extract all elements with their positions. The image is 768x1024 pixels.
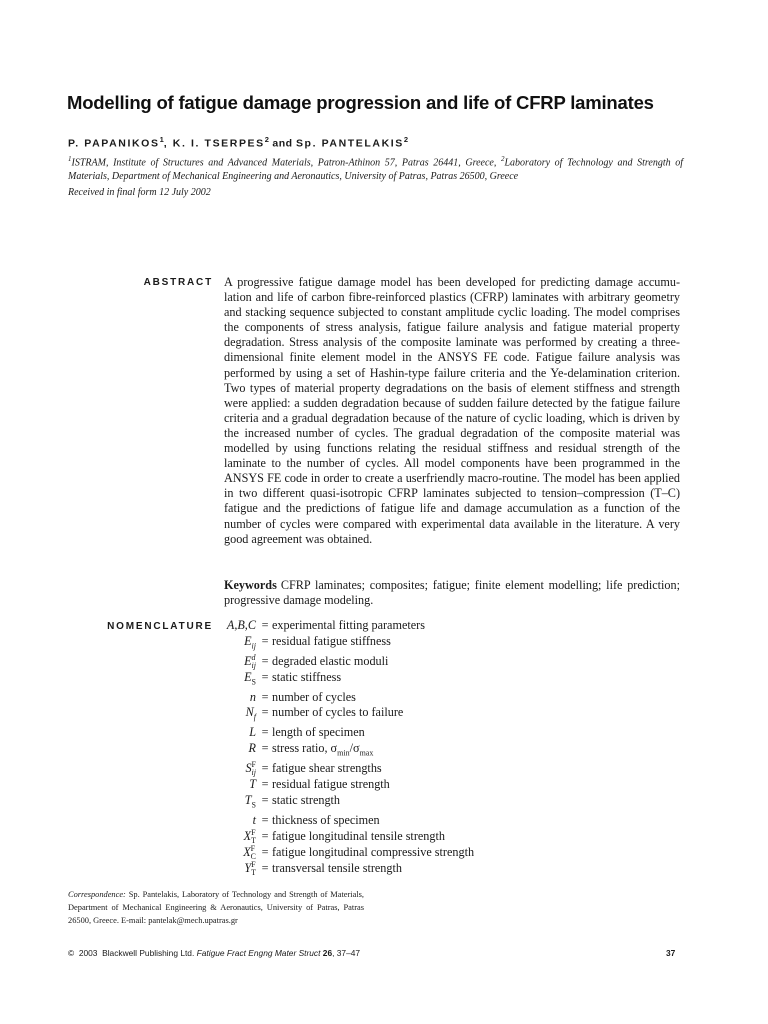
nomenclature-item (200, 845, 474, 861)
author-list (68, 135, 408, 150)
nomenclature-definition: fatigue longitudinal tensile strength (272, 828, 445, 843)
nomenclature-definition: number of cycles to failure (272, 705, 404, 720)
equals-sign: = (261, 705, 269, 720)
nomenclature-list (200, 618, 474, 877)
equals-sign: = (261, 653, 269, 668)
nomenclature-symbol: S F ij (245, 760, 256, 778)
correspondence-label: Correspondence: (68, 890, 126, 899)
nomenclature-symbol: L (249, 725, 256, 740)
nomenclature-item (200, 618, 474, 634)
author-and: and (268, 137, 296, 150)
equals-sign: = (261, 844, 269, 859)
equals-sign: = (261, 689, 269, 704)
nomenclature-symbol: T (249, 777, 256, 792)
nomenclature-item (200, 861, 474, 877)
nomenclature-label: NOMENCLATURE (107, 621, 213, 632)
journal-name: Fatigue Fract Engng Mater Struct (196, 948, 321, 958)
affiliation-mark: 2 (500, 155, 505, 163)
equals-sign: = (261, 860, 269, 875)
nomenclature-item (200, 634, 474, 654)
keywords-label: Keywords (224, 578, 277, 592)
nomenclature-symbol: X F T (243, 827, 256, 845)
journal-pages: , 37–47 (332, 948, 361, 958)
nomenclature-symbol: $E_{ij}$ (244, 633, 256, 651)
nomenclature-item (200, 654, 474, 670)
author-name: K. I. TSERPES (172, 137, 265, 150)
nomenclature-definition: thickness of specimen (272, 812, 380, 827)
paper-title: Modelling of fatigue damage progression and life of CFRP laminates (67, 92, 654, 113)
nomenclature-definition: experimental fitting parameters (272, 618, 425, 632)
keywords-text: CFRP laminates; composites; fatigue; finite element modelling; life prediction; progressive damage modeling. (224, 578, 680, 608)
abstract-text: A progressive fatigue damage model has been developed for predicting damage accumulation and life of carbon fibre-reinforced plastics (CFRP) laminates with arbitrary geometry and stacking sequence subjected to constant amplitude cyclic loading. The model comprises the components of stress analysis, fatigue failure analysis and fatigue material property degradation. Stress analysis of the composite laminate was performed by creating a three-dimensional finite element model in the ANSYS FE code. Fatigue failure analysis was performed by using a set of Hashin-type failure criteria and the Ye-delamination criterion. Two types of material property degradations on the basis of element stiffness and strength were applied: a sudden degradation because of sudden failure detected by the fatigue failure criteria and a gradual degradation because of the nature of cyclic loading, which is driven by the increased number of cycles. The gradual degradation of the composite material was modelled by using functions relating the residual stiffness and residual strength of the laminate to the number of cycles. All model components have been programmed in the ANSYS FE code in order to create a userfriendly macro-routine. The model has been applied in two different quasi-isotropic CFRP laminates subjected to tension–compression (T–C) fatigue and the predictions of fatigue life and damage accumulation as a function of the number of cycles were compared with experimental data available in the literature. A very good agreement was obtained. (224, 275, 680, 546)
received-date: Received in final form 12 July 2002 (68, 187, 211, 198)
nomenclature-symbol: A,B,C (226, 618, 256, 632)
keywords (224, 578, 680, 608)
author-name: Sp. PANTELAKIS (295, 137, 404, 150)
equals-sign: = (261, 633, 269, 648)
correspondence-note (68, 888, 364, 927)
nomenclature-definition: fatigue longitudinal compressive strength (272, 844, 475, 859)
equals-sign: = (261, 792, 269, 807)
nomenclature-definition: static strength (272, 792, 341, 807)
nomenclature-item (200, 761, 474, 777)
nomenclature-definition: number of cycles (272, 689, 356, 704)
nomenclature-symbol: n (249, 689, 256, 704)
footer-citation (68, 948, 360, 958)
nomenclature-symbol: E d ij (244, 652, 256, 670)
author-separator: , (163, 137, 173, 150)
nomenclature-definition: fatigue shear strengths (272, 761, 382, 776)
nomenclature-symbol: $N_f$ (245, 705, 256, 722)
nomenclature-item (200, 741, 474, 761)
author-name: P. PAPANIKOS (68, 137, 160, 150)
nomenclature-item (200, 705, 474, 725)
nomenclature-definition: degraded elastic moduli (272, 653, 389, 668)
author-affiliation-mark: 1 (159, 135, 164, 144)
journal-volume: 26 (322, 948, 333, 958)
nomenclature-definition: transversal tensile strength (272, 860, 402, 875)
nomenclature-item (200, 690, 474, 706)
equals-sign: = (261, 669, 269, 684)
nomenclature-item (200, 829, 474, 845)
affiliation-text: ISTRAM, Institute of Structures and Advanced Materials, Patron-Athinon 57, Patras 26441, Greece, (71, 157, 501, 169)
nomenclature-definition: length of specimen (272, 725, 365, 740)
nomenclature-item (200, 670, 474, 690)
correspondence-text: Sp. Pantelakis, Laboratory of Technology and Strength of Materials, Department of Mechanical Engineering & Aeronautics, University of Patras, Patras 26500, Greece. E-mail: pantelak@mech.upatras.gr (68, 890, 365, 925)
affiliation-text: Laboratory of Technology and Strength of Materials, Department of Mechanical Engineering and Aeronautics, University of Patras, Patras 26500, Greece (68, 157, 683, 183)
equals-sign: = (261, 812, 269, 827)
nomenclature-symbol: Y F T (244, 860, 256, 878)
nomenclature-definition: stress ratio, $\sigma_{min}/\sigma_{max}$ (272, 741, 374, 758)
nomenclature-symbol: t (252, 812, 256, 827)
author-affiliation-mark: 2 (403, 135, 409, 144)
author-affiliation-mark: 2 (264, 135, 269, 144)
equals-sign: = (261, 618, 269, 632)
equals-sign: = (261, 761, 269, 776)
abstract-label: ABSTRACT (143, 277, 213, 288)
affiliations (68, 152, 683, 184)
equals-sign: = (261, 725, 269, 740)
copyright: © 2003 Blackwell Publishing Ltd. (68, 948, 195, 958)
nomenclature-definition: residual fatigue strength (272, 777, 390, 792)
nomenclature-definition: static stiffness (272, 669, 342, 684)
equals-sign: = (261, 828, 269, 843)
nomenclature-symbol: R (248, 741, 256, 756)
nomenclature-item (200, 793, 474, 813)
nomenclature-symbol: $E_S$ (244, 669, 256, 687)
nomenclature-item (200, 777, 474, 793)
nomenclature-item (200, 813, 474, 829)
nomenclature-symbol: X F C (243, 843, 256, 861)
nomenclature-item (200, 725, 474, 741)
affiliation-mark: 1 (68, 155, 72, 163)
nomenclature-symbol: $T_S$ (244, 792, 256, 810)
equals-sign: = (261, 741, 269, 756)
equals-sign: = (261, 777, 269, 792)
nomenclature-definition: residual fatigue stiffness (272, 633, 391, 648)
page-number: 37 (666, 948, 676, 958)
